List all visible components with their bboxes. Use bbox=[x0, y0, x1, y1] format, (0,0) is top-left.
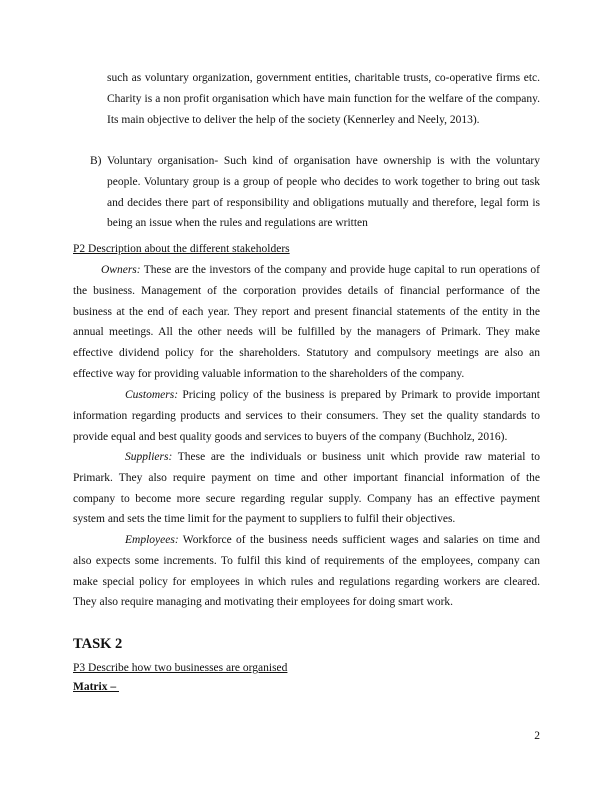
section-heading-p2: P2 Description about the different stakeholders bbox=[73, 243, 290, 255]
paragraph-text: These are the investors of the company and provide huge capital to run operations of the business. Management of the corporation provides details of financial performance of the business at the end of each year. They report and present financial statements of the entity in the annual meetings. All the other needs will be fulfilled by the managers of Primark. They make effective dividend policy for the shareholders. Statutory and compulsory meetings are also an effective way for providing valuable information to the shareholders of the company. bbox=[73, 264, 540, 380]
list-item-b bbox=[90, 151, 540, 234]
list-item-a-continuation: such as voluntary organization, government entities, charitable trusts, co-operative firms etc. Charity is a non profit organisation which have main function for the welfare of the company. Its main objective to deliver the help of the society (Kennerley and Neely, 2013). bbox=[107, 72, 540, 126]
stakeholder-label: Suppliers: bbox=[125, 451, 173, 463]
list-marker: B) bbox=[90, 155, 102, 167]
paragraph-employees bbox=[73, 530, 540, 613]
page-number: 2 bbox=[534, 730, 540, 742]
stakeholder-label: Owners: bbox=[101, 264, 141, 276]
task-title: TASK 2 bbox=[73, 636, 123, 652]
matrix-label: Matrix – bbox=[73, 681, 119, 693]
paragraph-text: Pricing policy of the business is prepared by Primark to provide important information regarding products and services to their consumers. They set the quality standards to provide equal and best quality goods and services to buyers of the company (Buchholz, 2016). bbox=[73, 389, 540, 443]
list-item-text: Voluntary organisation- Such kind of organisation have ownership is with the voluntary people. Voluntary group is a group of people who decides to work together to bring out task and decides there part of responsibility and obligations mutually and therefore, legal form is being an issue when the rules and regulations are written bbox=[107, 155, 540, 230]
paragraph-text: These are the individuals or business unit which provide raw material to Primark. They also require payment on time and other important financial information of the company to become more secure regarding regular supply. Company has an effective payment system and sets the time limit for the payment to suppliers to fulfil their objectives. bbox=[73, 451, 540, 526]
paragraph-text: Workforce of the business needs sufficient wages and salaries on time and also expects some increments. To fulfil this kind of requirements of the employees, company can make special policy for employees in which rules and regulations regarding workers are cleared. They also require managing and motivating their employees for doing smart work. bbox=[73, 534, 540, 609]
paragraph-suppliers bbox=[73, 447, 540, 530]
stakeholder-label: Customers: bbox=[125, 389, 179, 401]
stakeholder-label: Employees: bbox=[125, 534, 179, 546]
paragraph-owners bbox=[73, 260, 540, 385]
section-heading-p3: P3 Describe how two businesses are organised bbox=[73, 662, 288, 674]
paragraph-customers bbox=[73, 385, 540, 447]
